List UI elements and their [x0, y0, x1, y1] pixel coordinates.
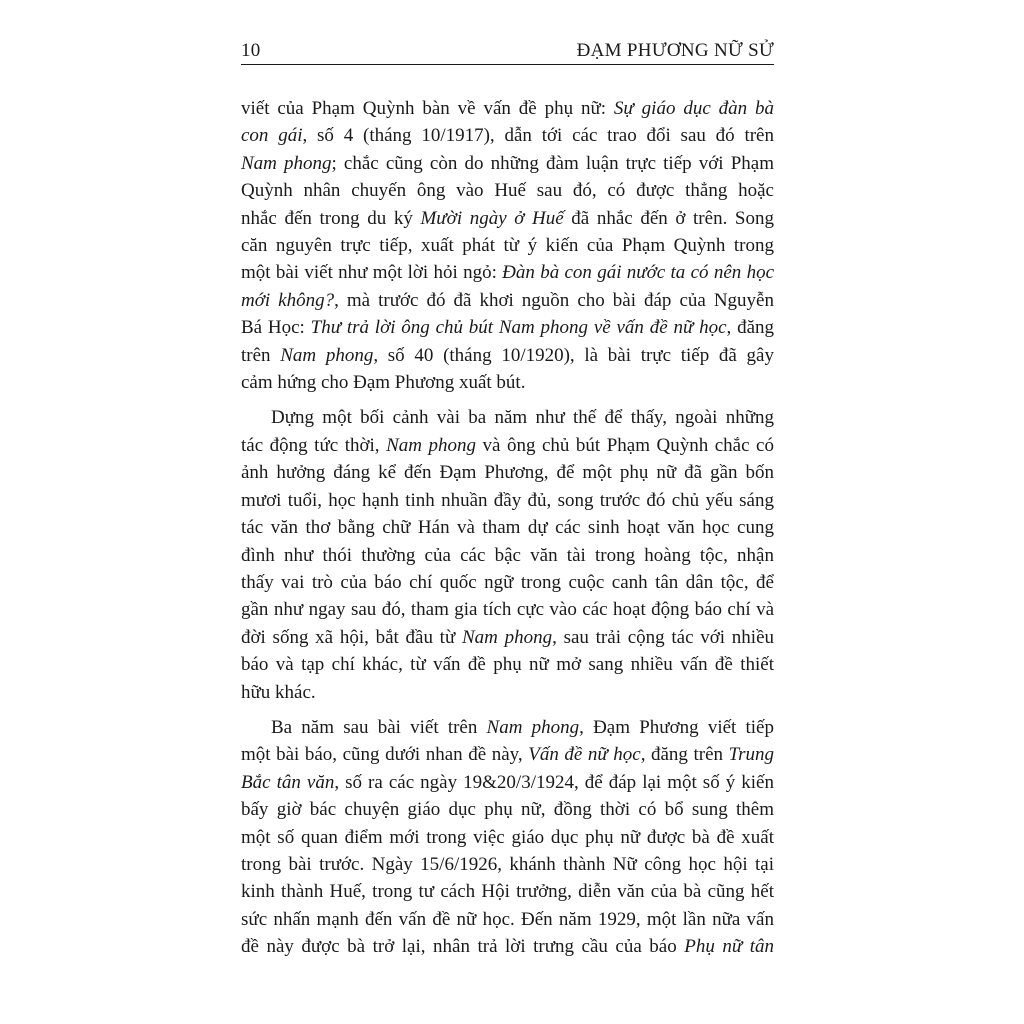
- body-text: [241, 95, 774, 961]
- text-line: [241, 714, 774, 741]
- page-number: 10: [241, 40, 261, 61]
- text-line: [241, 459, 774, 486]
- text-run: , số ra các ngày 19&20/3/1924, để đáp lại một số ý kiến: [334, 771, 774, 793]
- text-run: một bài viết như một lời hỏi ngỏ:: [241, 262, 503, 284]
- text-run: trên: [241, 344, 281, 366]
- text-line: [241, 432, 774, 459]
- text-line: [241, 878, 774, 905]
- italic-title: Thư trả lời ông chủ bút Nam phong về vấn đề nữ học: [310, 317, 727, 339]
- text-run: , mà trước đó đã khơi nguồn cho bài đáp của Nguyễn: [334, 289, 774, 311]
- text-line: [241, 122, 774, 149]
- text-run: , Đạm Phương viết tiếp: [579, 716, 774, 738]
- italic-title: Nam phong: [280, 344, 374, 366]
- text-run: gần như ngay sau đó, tham gia tích cực vào các hoạt động báo chí và: [241, 599, 774, 621]
- text-run: đình như thói thường của các bậc văn tài trong hoàng tộc, nhận: [241, 544, 774, 566]
- italic-title: Bắc tân văn: [241, 771, 335, 793]
- italic-title: con gái: [241, 125, 303, 147]
- running-title: ĐẠM PHƯƠNG NỮ SỬ: [576, 40, 774, 61]
- text-line: [241, 205, 774, 232]
- text-run: ; chắc cũng còn do những đàm luận trực tiếp với Phạm: [331, 152, 774, 174]
- text-run: thấy vai trò của báo chí quốc ngữ trong cuộc canh tân dân tộc, để: [241, 571, 774, 593]
- text-line: [241, 95, 774, 122]
- text-line: [241, 851, 774, 878]
- text-line: [241, 906, 774, 933]
- text-line: [241, 287, 774, 314]
- text-run: một bài báo, cũng dưới nhan đề này,: [241, 744, 529, 766]
- text-run: nhắc đến trong du ký: [241, 207, 421, 229]
- italic-title: Nam phong: [462, 626, 553, 648]
- italic-title: Sự giáo dục đàn bà: [613, 98, 774, 119]
- text-run: tác động tức thời,: [241, 434, 387, 456]
- text-line: [241, 569, 774, 596]
- text-run: Bá Học:: [241, 317, 311, 339]
- italic-title: Phụ nữ tân: [684, 936, 774, 958]
- text-line: [241, 542, 774, 569]
- text-line: [241, 741, 774, 768]
- text-line: [241, 933, 774, 960]
- text-line: [241, 824, 774, 851]
- italic-title: Mười ngày ở Huế: [420, 207, 564, 229]
- text-run: cảm hứng cho Đạm Phương xuất bút.: [241, 372, 526, 394]
- italic-title: mới không?: [241, 289, 335, 311]
- text-line: [241, 769, 774, 796]
- paragraph-gap: [241, 396, 774, 404]
- text-line: [241, 369, 774, 396]
- text-run: hữu khác.: [241, 681, 316, 703]
- text-run: mươi tuổi, học hạnh tinh nhuần đầy đủ, song trước đó chủ yếu sáng: [241, 489, 774, 511]
- text-run: Dựng một bối cảnh vài ba năm như thế để thấy, ngoài những: [271, 407, 774, 429]
- text-line: [241, 596, 774, 623]
- text-line: [241, 514, 774, 541]
- text-line: [241, 259, 774, 286]
- text-run: trong bài trước. Ngày 15/6/1926, khánh thành Nữ công học hội tại: [241, 853, 774, 875]
- text-run: ảnh hưởng đáng kể đến Đạm Phương, để một phụ nữ đã gần bốn: [241, 462, 774, 484]
- text-run: , sau trải cộng tác với nhiều: [552, 626, 774, 648]
- text-line: [241, 487, 774, 514]
- paragraph: [241, 404, 774, 705]
- italic-title: Nam phong: [486, 716, 580, 738]
- text-line: [241, 342, 774, 369]
- paragraph-gap: [241, 706, 774, 714]
- text-line: [241, 796, 774, 823]
- text-run: viết của Phạm Quỳnh bàn về vấn đề phụ nữ:: [241, 98, 614, 119]
- page-header: [241, 36, 774, 62]
- text-line: [241, 404, 774, 431]
- paragraph: [241, 95, 774, 396]
- text-run: kinh thành Huế, trong tư cách Hội trưởng, diễn văn của bà cũng hết: [241, 881, 774, 903]
- text-run: sức nhấn mạnh đến vấn đề nữ học. Đến năm 1929, một lần nữa vấn: [241, 908, 774, 930]
- text-run: , số 40 (tháng 10/1920), là bài trực tiếp đã gây: [373, 344, 774, 366]
- header-rule: [241, 64, 774, 65]
- text-line: [241, 177, 774, 204]
- text-run: một số quan điểm mới trong việc giáo dục phụ nữ được bà đề xuất: [241, 826, 774, 848]
- text-run: tác văn thơ bằng chữ Hán và tham dự các sinh hoạt văn học cung: [241, 517, 774, 539]
- text-line: [241, 314, 774, 341]
- text-run: báo và tạp chí khác, từ vấn đề phụ nữ mở sang nhiều vấn đề thiết: [241, 654, 774, 676]
- text-line: [241, 679, 774, 706]
- text-line: [241, 150, 774, 177]
- text-line: [241, 651, 774, 678]
- italic-title: Trung: [728, 744, 774, 766]
- text-run: đời sống xã hội, bắt đầu từ: [241, 626, 462, 648]
- text-run: đề này được bà trở lại, nhân trả lời trưng cầu của báo: [241, 936, 685, 958]
- paragraph: [241, 714, 774, 961]
- text-run: , đăng trên: [640, 744, 729, 766]
- italic-title: Đàn bà con gái nước ta có nên học: [502, 262, 775, 284]
- text-run: Ba năm sau bài viết trên: [271, 716, 487, 738]
- text-run: , số 4 (tháng 10/1917), dẫn tới các trao đổi sau đó trên: [302, 125, 774, 147]
- text-run: và ông chủ bút Phạm Quỳnh chắc có: [476, 434, 774, 456]
- text-run: Quỳnh nhân chuyến ông vào Huế sau đó, có được thẳng hoặc: [241, 180, 774, 202]
- italic-title: Nam phong: [241, 152, 332, 174]
- text-run: đã nhắc đến ở trên. Song: [563, 207, 774, 229]
- italic-title: Vấn đề nữ học: [528, 744, 641, 766]
- text-run: bấy giờ bác chuyện giáo dục phụ nữ, đồng thời có bổ sung thêm: [241, 799, 774, 821]
- italic-title: Nam phong: [386, 434, 476, 456]
- text-run: căn nguyên trực tiếp, xuất phát từ ý kiến của Phạm Quỳnh trong: [241, 235, 774, 257]
- text-run: , đăng: [726, 317, 775, 339]
- text-line: [241, 232, 774, 259]
- text-line: [241, 624, 774, 651]
